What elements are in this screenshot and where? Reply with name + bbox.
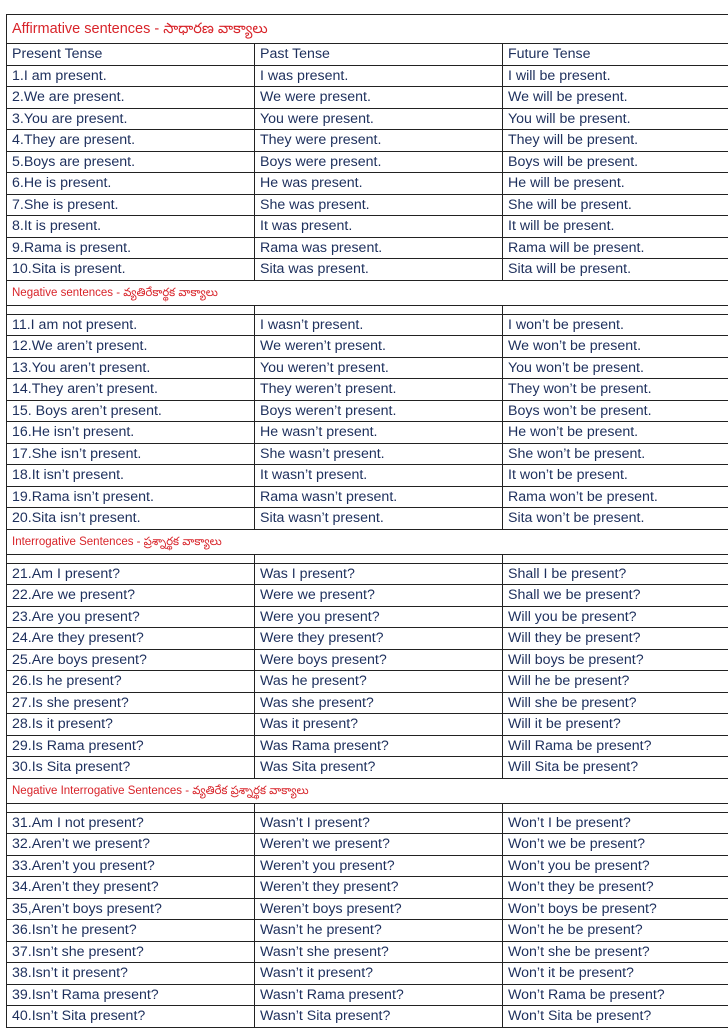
present-tense-cell: 17.She isn’t present. (7, 443, 255, 465)
past-tense-cell: It wasn’t present. (255, 465, 503, 487)
future-tense-cell: Shall I be present? (503, 563, 728, 585)
past-tense-cell: Boys weren’t present. (255, 400, 503, 422)
future-tense-cell: Will boys be present? (503, 649, 728, 671)
past-tense-cell: She wasn’t present. (255, 443, 503, 465)
table-row (7, 984, 728, 1006)
past-tense-cell: We weren’t present. (255, 336, 503, 358)
past-tense-cell: Wasn’t he present? (255, 920, 503, 942)
present-tense-cell: 6.He is present. (7, 173, 255, 195)
future-tense-cell: Will he be present? (503, 671, 728, 693)
future-tense-cell: Sita won’t be present. (503, 508, 728, 530)
past-tense-cell: I wasn’t present. (255, 314, 503, 336)
present-tense-cell: 35,Aren’t boys present? (7, 898, 255, 920)
past-tense-cell: Wasn’t she present? (255, 941, 503, 963)
spacer-cell (7, 554, 255, 563)
table-row (7, 130, 728, 152)
present-tense-cell: 40.Isn’t Sita present? (7, 1006, 255, 1028)
past-tense-cell: They weren’t present. (255, 379, 503, 401)
table-row (7, 314, 728, 336)
future-tense-cell: It will be present. (503, 216, 728, 238)
past-tense-cell: He wasn’t present. (255, 422, 503, 444)
present-tense-cell: 38.Isn’t it present? (7, 963, 255, 985)
table-row (7, 877, 728, 899)
past-tense-cell: She was present. (255, 194, 503, 216)
present-tense-cell: 8.It is present. (7, 216, 255, 238)
section-spacer-row (7, 803, 728, 812)
table-row (7, 649, 728, 671)
present-tense-cell: 39.Isn’t Rama present? (7, 984, 255, 1006)
past-tense-cell: Was she present? (255, 692, 503, 714)
present-tense-cell: 25.Are boys present? (7, 649, 255, 671)
section-spacer-row (7, 554, 728, 563)
section-heading-row (7, 778, 728, 803)
future-tense-cell: You won’t be present. (503, 357, 728, 379)
section-heading-row (7, 529, 728, 554)
past-tense-cell: Boys were present. (255, 151, 503, 173)
present-tense-cell: 14.They aren’t present. (7, 379, 255, 401)
table-row (7, 237, 728, 259)
present-tense-cell: 27.Is she present? (7, 692, 255, 714)
past-tense-cell: Weren’t boys present? (255, 898, 503, 920)
past-tense-cell: They were present. (255, 130, 503, 152)
present-tense-cell: 12.We aren’t present. (7, 336, 255, 358)
present-tense-cell: 23.Are you present? (7, 606, 255, 628)
future-tense-cell: Rama will be present. (503, 237, 728, 259)
future-tense-cell: Won’t Rama be present? (503, 984, 728, 1006)
section-heading: Negative Interrogative Sentences - వ్యతిరేక ప్రశ్నార్థక వాక్యాలు (7, 778, 728, 803)
table-row (7, 151, 728, 173)
table-row (7, 898, 728, 920)
present-tense-cell: 16.He isn’t present. (7, 422, 255, 444)
future-tense-cell: Will Rama be present? (503, 735, 728, 757)
past-tense-cell: We were present. (255, 87, 503, 109)
past-tense-cell: Were we present? (255, 585, 503, 607)
present-tense-cell: 21.Am I present? (7, 563, 255, 585)
present-tense-cell: 20.Sita isn’t present. (7, 508, 255, 530)
present-tense-cell: 24.Are they present? (7, 628, 255, 650)
section-heading: Negative sentences - వ్యతిరేకార్థక వాక్యాలు (7, 280, 728, 305)
future-tense-cell: Will you be present? (503, 606, 728, 628)
future-tense-cell: Shall we be present? (503, 585, 728, 607)
spacer-cell (503, 803, 728, 812)
table-row (7, 757, 728, 779)
spacer-cell (503, 554, 728, 563)
future-tense-cell: Will she be present? (503, 692, 728, 714)
present-tense-cell: 28.Is it present? (7, 714, 255, 736)
header-future-tense: Future Tense (503, 44, 728, 66)
table-row (7, 379, 728, 401)
table-row (7, 108, 728, 130)
present-tense-cell: 4.They are present. (7, 130, 255, 152)
future-tense-cell: Will Sita be present? (503, 757, 728, 779)
past-tense-cell: He was present. (255, 173, 503, 195)
table-row (7, 87, 728, 109)
header-present-tense: Present Tense (7, 44, 255, 66)
future-tense-cell: Won’t it be present? (503, 963, 728, 985)
table-row (7, 585, 728, 607)
table-row (7, 486, 728, 508)
past-tense-cell: You weren’t present. (255, 357, 503, 379)
spacer-cell (255, 803, 503, 812)
future-tense-cell: Won’t I be present? (503, 812, 728, 834)
past-tense-cell: Weren’t we present? (255, 834, 503, 856)
future-tense-cell: Sita will be present. (503, 259, 728, 281)
spacer-cell (255, 305, 503, 314)
table-row (7, 400, 728, 422)
table-row (7, 443, 728, 465)
header-past-tense: Past Tense (255, 44, 503, 66)
table-row (7, 714, 728, 736)
table-row (7, 606, 728, 628)
spacer-cell (7, 803, 255, 812)
future-tense-cell: I won’t be present. (503, 314, 728, 336)
past-tense-cell: Wasn’t Sita present? (255, 1006, 503, 1028)
past-tense-cell: Wasn’t it present? (255, 963, 503, 985)
table-row (7, 963, 728, 985)
future-tense-cell: He won’t be present. (503, 422, 728, 444)
present-tense-cell: 26.Is he present? (7, 671, 255, 693)
present-tense-cell: 31.Am I not present? (7, 812, 255, 834)
table-row (7, 855, 728, 877)
table-row (7, 508, 728, 530)
past-tense-cell: Weren’t you present? (255, 855, 503, 877)
past-tense-cell: Was it present? (255, 714, 503, 736)
present-tense-cell: 1.I am present. (7, 65, 255, 87)
spacer-cell (7, 305, 255, 314)
table-row (7, 671, 728, 693)
past-tense-cell: Sita was present. (255, 259, 503, 281)
table-row (7, 834, 728, 856)
present-tense-cell: 9.Rama is present. (7, 237, 255, 259)
present-tense-cell: 13.You aren’t present. (7, 357, 255, 379)
past-tense-cell: Were you present? (255, 606, 503, 628)
past-tense-cell: It was present. (255, 216, 503, 238)
future-tense-cell: Won’t we be present? (503, 834, 728, 856)
table-row (7, 563, 728, 585)
header-row (7, 44, 728, 66)
future-tense-cell: She will be present. (503, 194, 728, 216)
past-tense-cell: Was he present? (255, 671, 503, 693)
table-row (7, 692, 728, 714)
present-tense-cell: 29.Is Rama present? (7, 735, 255, 757)
past-tense-cell: Was Rama present? (255, 735, 503, 757)
table-row (7, 422, 728, 444)
table-row (7, 216, 728, 238)
present-tense-cell: 37.Isn’t she present? (7, 941, 255, 963)
future-tense-cell: Won’t Sita be present? (503, 1006, 728, 1028)
table-row (7, 259, 728, 281)
past-tense-cell: Was Sita present? (255, 757, 503, 779)
future-tense-cell: I will be present. (503, 65, 728, 87)
table-row (7, 173, 728, 195)
future-tense-cell: Won’t they be present? (503, 877, 728, 899)
future-tense-cell: Will they be present? (503, 628, 728, 650)
present-tense-cell: 5.Boys are present. (7, 151, 255, 173)
present-tense-cell: 34.Aren’t they present? (7, 877, 255, 899)
past-tense-cell: I was present. (255, 65, 503, 87)
past-tense-cell: Was I present? (255, 563, 503, 585)
future-tense-cell: We won’t be present. (503, 336, 728, 358)
present-tense-cell: 2.We are present. (7, 87, 255, 109)
past-tense-cell: Were boys present? (255, 649, 503, 671)
present-tense-cell: 19.Rama isn’t present. (7, 486, 255, 508)
spacer-cell (255, 554, 503, 563)
table-row (7, 920, 728, 942)
past-tense-cell: Wasn’t Rama present? (255, 984, 503, 1006)
future-tense-cell: Won’t you be present? (503, 855, 728, 877)
past-tense-cell: Sita wasn’t present. (255, 508, 503, 530)
future-tense-cell: Won’t she be present? (503, 941, 728, 963)
present-tense-cell: 7.She is present. (7, 194, 255, 216)
future-tense-cell: We will be present. (503, 87, 728, 109)
section-spacer-row (7, 305, 728, 314)
past-tense-cell: Were they present? (255, 628, 503, 650)
future-tense-cell: Won’t he be present? (503, 920, 728, 942)
section-heading: Interrogative Sentences - ప్రశ్నార్థక వాక్యాలు (7, 529, 728, 554)
table-row (7, 194, 728, 216)
spacer-cell (503, 305, 728, 314)
table-row (7, 941, 728, 963)
future-tense-cell: Won’t boys be present? (503, 898, 728, 920)
table-row (7, 812, 728, 834)
past-tense-cell: Wasn’t I present? (255, 812, 503, 834)
future-tense-cell: She won’t be present. (503, 443, 728, 465)
table-title: Affirmative sentences - సాధారణ వాక్యాలు (7, 15, 728, 44)
present-tense-cell: 36.Isn’t he present? (7, 920, 255, 942)
past-tense-cell: Rama wasn’t present. (255, 486, 503, 508)
future-tense-cell: Will it be present? (503, 714, 728, 736)
past-tense-cell: You were present. (255, 108, 503, 130)
table-row (7, 465, 728, 487)
present-tense-cell: 3.You are present. (7, 108, 255, 130)
present-tense-cell: 15. Boys aren’t present. (7, 400, 255, 422)
table-row (7, 357, 728, 379)
present-tense-cell: 22.Are we present? (7, 585, 255, 607)
future-tense-cell: They won’t be present. (503, 379, 728, 401)
present-tense-cell: 30.Is Sita present? (7, 757, 255, 779)
present-tense-cell: 18.It isn’t present. (7, 465, 255, 487)
present-tense-cell: 10.Sita is present. (7, 259, 255, 281)
present-tense-cell: 33.Aren’t you present? (7, 855, 255, 877)
future-tense-cell: It won’t be present. (503, 465, 728, 487)
future-tense-cell: Boys will be present. (503, 151, 728, 173)
past-tense-cell: Weren’t they present? (255, 877, 503, 899)
title-row (7, 15, 728, 44)
future-tense-cell: Boys won’t be present. (503, 400, 728, 422)
past-tense-cell: Rama was present. (255, 237, 503, 259)
table-row (7, 65, 728, 87)
future-tense-cell: You will be present. (503, 108, 728, 130)
table-row (7, 735, 728, 757)
table-row (7, 628, 728, 650)
future-tense-cell: They will be present. (503, 130, 728, 152)
future-tense-cell: Rama won’t be present. (503, 486, 728, 508)
future-tense-cell: He will be present. (503, 173, 728, 195)
present-tense-cell: 32.Aren’t we present? (7, 834, 255, 856)
present-tense-cell: 11.I am not present. (7, 314, 255, 336)
table-row (7, 336, 728, 358)
tense-chart-page (6, 14, 728, 1028)
tense-table (6, 14, 728, 1028)
section-heading-row (7, 280, 728, 305)
